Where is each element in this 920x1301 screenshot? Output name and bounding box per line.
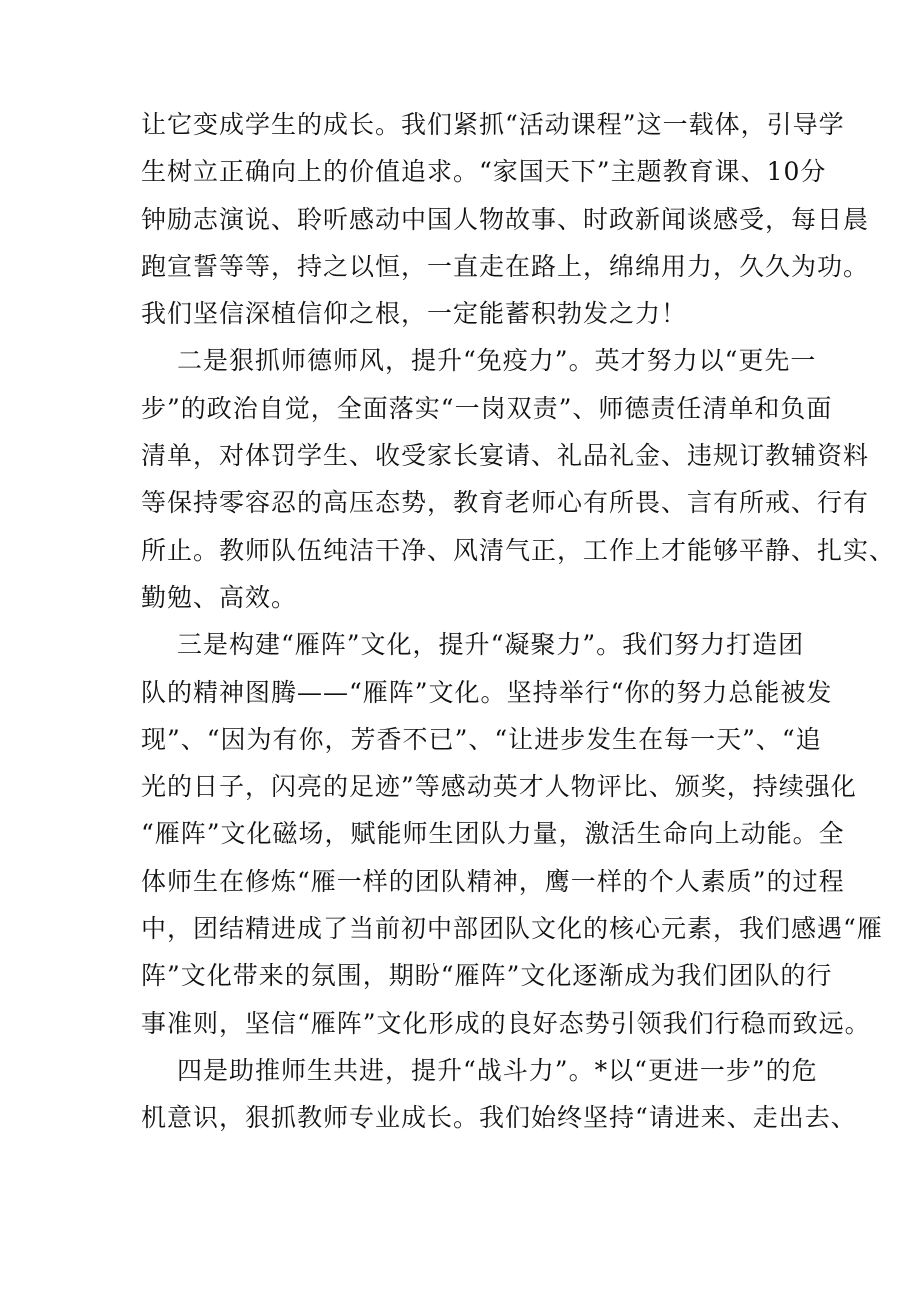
text-line: 中，团结精进成了当前初中部团队文化的核心元素，我们感遇“雁 <box>141 914 883 944</box>
text-line: 二是狠抓师德师风，提升“免疫力”。英才努力以“更先一 <box>177 346 817 376</box>
paragraph-goose-formation-culture <box>141 621 883 1047</box>
text-line: 现”、“因为有你，芳香不已”、“让进步发生在每一天”、“追 <box>141 724 822 754</box>
text-line: 等保持零容忍的高压态势，教育老师心有所畏、言有所戒、行有 <box>141 488 870 518</box>
text-line: 阵”文化带来的氛围，期盼“雁阵”文化逐渐成为我们团队的行 <box>141 961 833 991</box>
text-line: 跑宣誓等等，持之以恒，一直走在路上，绵绵用力，久久为功。 <box>141 251 870 281</box>
text-line: 步”的政治自觉，全面落实“一岗双责”、师德责任清单和负面 <box>141 393 833 423</box>
text-line: 生树立正确向上的价值追求。“家国天下”主题教育课、10分 <box>141 157 827 187</box>
body-text <box>141 101 896 1142</box>
text-line: 光的日子，闪亮的足迹”等感动英才人物评比、颁奖，持续强化 <box>141 772 857 802</box>
text-line: 四是助推师生共进，提升“战斗力”。*以“更进一步”的危 <box>177 1055 818 1085</box>
text-line: 清单，对体罚学生、收受家长宴请、礼品礼金、违规订教辅资料 <box>141 441 870 471</box>
paragraph-activity-courses <box>141 101 870 337</box>
text-line: 体师生在修炼“雁一样的团队精神，鹰一样的个人素质”的过程 <box>141 866 845 896</box>
text-line: 钟励志演说、聆听感动中国人物故事、时政新闻谈感受，每日晨 <box>141 204 870 234</box>
text-line: 队的精神图腾——“雁阵”文化。坚持举行“你的努力总能被发 <box>141 677 833 707</box>
text-line: “雁阵”文化磁场，赋能师生团队力量，激活生命向上动能。全 <box>141 819 845 849</box>
text-line: 勤勉、高效。 <box>141 582 298 612</box>
text-line: 事准则，坚信“雁阵”文化形成的良好态势引领我们行稳而致远。 <box>141 1008 871 1038</box>
paragraph-teacher-student-progress <box>141 1047 857 1142</box>
text-line: 所止。教师队伍纯洁干净、风清气正，工作上才能够平静、扎实、 <box>141 535 896 565</box>
text-line: 让它变成学生的成长。我们紧抓“活动课程”这一载体，引导学 <box>141 110 845 139</box>
text-line: 我们坚信深植信仰之根，一定能蓄积勃发之力！ <box>141 299 688 329</box>
text-line: 机意识，狠抓教师专业成长。我们始终坚持“请进来、走出去、 <box>141 1103 857 1133</box>
paragraph-teacher-ethics <box>141 337 896 621</box>
text-line: 三是构建“雁阵”文化，提升“凝聚力”。我们努力打造团 <box>177 630 805 660</box>
